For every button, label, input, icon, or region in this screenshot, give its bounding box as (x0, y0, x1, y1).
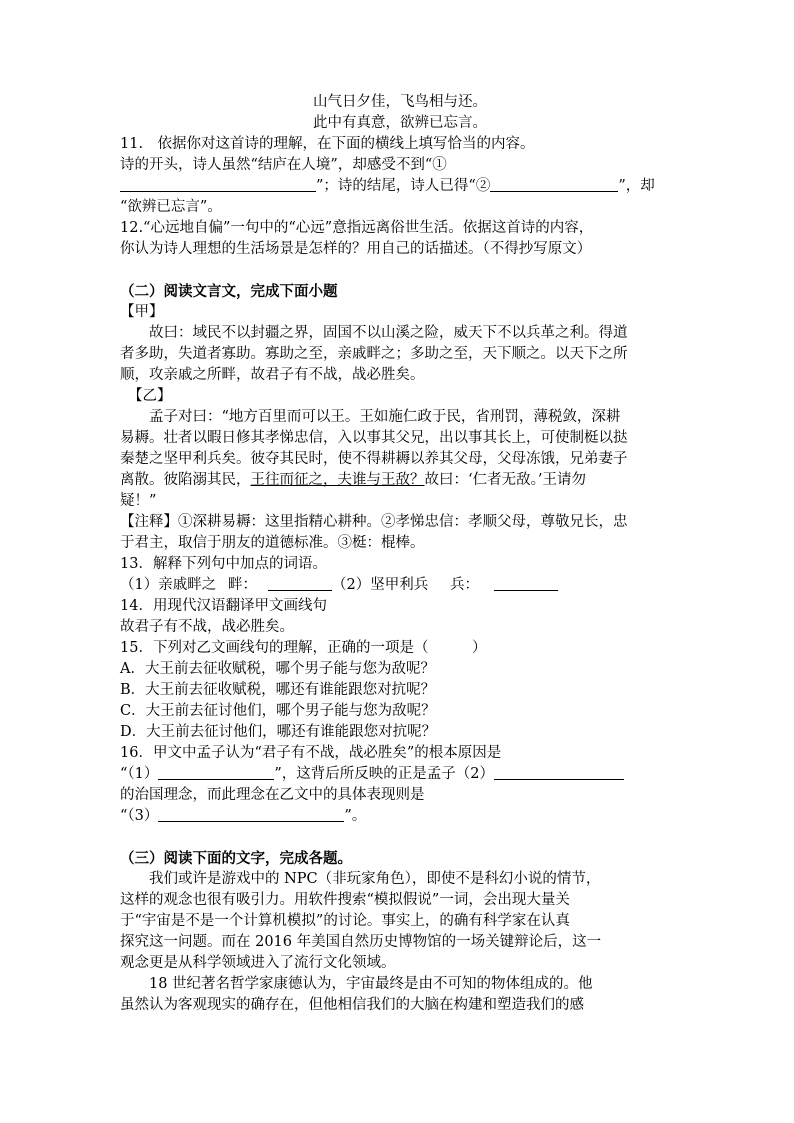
answer-blank[interactable] (158, 806, 344, 822)
passage-label: 【甲】 (120, 304, 164, 320)
spacer (120, 260, 680, 281)
annotation: 【注释】①深耕易耨：这里指精心耕种。②孝悌忠信：孝顺父母，尊敬兄长，忠 (120, 514, 628, 530)
passage-line: 离散。彼陷溺其民，王往而征之，夫谁与王敌？故曰：‘仁者无敌。’王请勿 (120, 472, 586, 488)
passage-line: 孟子对曰：“地方百里而可以王。王如施仁政于民，省刑罚，薄税敛，深耕 (149, 409, 621, 425)
answer-blank[interactable] (490, 176, 618, 192)
option-d: D．大王前去征讨他们，哪还有谁能跟您对抗呢？ (120, 724, 437, 740)
passage-line: 故曰：域民不以封疆之界，固国不以山溪之险，威天下不以兵革之利。得道 (149, 325, 628, 341)
question-11: 11. 依据你对这首诗的理解，在下面的横线上填写恰当的内容。 (120, 136, 535, 152)
question-12: 你认为诗人理想的生活场景是怎样的？用自己的话描述。（不得抄写原文） (120, 241, 592, 257)
passage-line: 疑！” (120, 493, 157, 509)
underlined-sentence: 王往而征之，夫谁与王敌？ (250, 472, 425, 488)
question-14: 14．用现代汉语翻译甲文画线句 (120, 598, 327, 614)
annotation: 于君主，取信于朋友的道德标准。③梃：棍棒。 (120, 535, 425, 551)
passage-line: 顺，攻亲戚之所畔，故君子有不战，战必胜矣。 (120, 367, 425, 383)
answer-blank[interactable] (158, 764, 274, 780)
question-12: 12.“心远地自偏”一句中的“心远”意指远离俗世生活。依据这首诗的内容， (120, 220, 594, 236)
question-16-line: “（1） ”，这背后所反映的正是孟子（2） (120, 764, 680, 785)
question-11-line: ”；诗的结尾，诗人已得“② ”，却 (120, 176, 680, 197)
passage-line: 18 世纪著名哲学家康德认为，宇宙最终是由不可知的物体组成的。他 (149, 976, 593, 992)
passage-label: 【乙】 (128, 388, 172, 404)
document-page (120, 92, 680, 1016)
passage-line: 探究这一问题。而在 2016 年美国自然历史博物馆的一场关键辩论后，这一 (120, 934, 602, 950)
answer-blank[interactable] (268, 575, 332, 591)
passage-line: 者多助，失道者寡助。寡助之至，亲戚畔之；多助之至，天下顺之。以天下之所 (120, 346, 628, 362)
passage-line: 虽然认为客观现实的确存在，但他相信我们的大脑在构建和塑造我们的感 (120, 997, 584, 1013)
question-13: 13．解释下列句中加点的词语。 (120, 556, 327, 572)
section-heading: （二）阅读文言文，完成下面小题 (120, 283, 338, 300)
spacer (120, 827, 680, 848)
passage-line: 这样的观念也很有吸引力。用软件搜索“模拟假说”一词，会出现大量关 (120, 892, 570, 908)
passage-line: 易耨。壮者以暇日修其孝悌忠信，入以事其父兄，出以事其长上，可使制梃以挞 (120, 430, 628, 446)
answer-blank[interactable] (494, 575, 558, 591)
question-15: 15．下列对乙文画线句的理解，正确的一项是（ ） (120, 640, 487, 656)
poem-line: 此中有真意，欲辨已忘言。 (313, 115, 487, 131)
question-11-line: “欲辨已忘言”。 (120, 199, 222, 215)
option-b: B．大王前去征收赋税，哪还有谁能跟您对抗呢？ (120, 682, 436, 698)
question-11-line: 诗的开头，诗人虽然“结庐在人境”，却感受不到“① (120, 157, 447, 173)
poem-line: 山气日夕佳，飞鸟相与还。 (313, 94, 487, 110)
question-14-text: 故君子有不战，战必胜矣。 (120, 619, 294, 635)
passage-line: 观念更是从科学领域进入了流行文化领域。 (120, 955, 396, 971)
question-16-line: “（3） ”。 (120, 808, 367, 824)
passage-line: 秦楚之坚甲利兵矣。彼夺其民时，使不得耕耨以养其父母，父母冻饿，兄弟妻子 (120, 451, 628, 467)
section-heading: （三）阅读下面的文字，完成各题。 (120, 850, 352, 867)
question-16: 16．甲文中孟子认为“君子有不战，战必胜矣”的根本原因是 (120, 745, 502, 761)
question-16-line: 的治国理念，而此理念在乙文中的具体表现则是 (120, 787, 425, 803)
passage-line: 我们或许是游戏中的 NPC（非玩家角色），即使不是科幻小说的情节， (149, 871, 601, 887)
passage-line: 于“宇宙是不是一个计算机模拟”的讨论。事实上，的确有科学家在认真 (120, 913, 570, 929)
answer-blank[interactable] (494, 764, 624, 780)
option-a: A．大王前去征收赋税，哪个男子能与您为敌呢？ (120, 661, 435, 677)
answer-blank[interactable] (120, 176, 316, 192)
option-c: C．大王前去征讨他们，哪个男子能与您为敌呢？ (120, 703, 436, 719)
question-13-items: （1）亲戚畔之 畔： （2）坚甲利兵 兵： (120, 575, 680, 596)
